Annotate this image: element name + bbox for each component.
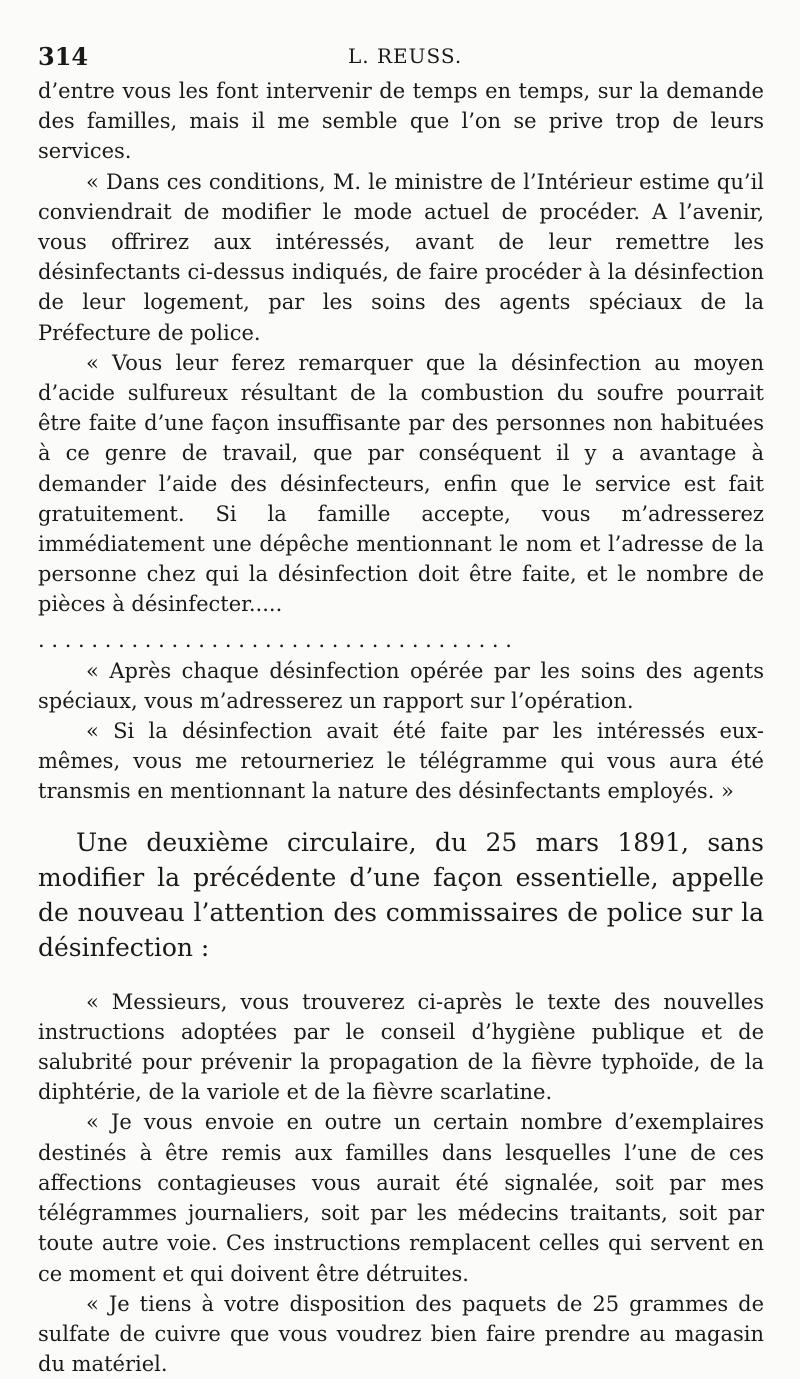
ellipsis-line: . . . . . . . . . . . . . . . . . . . . . . . . . . . . . . . . . . . . (38, 627, 512, 652)
paragraph: « Je tiens à votre disposition des paquets de 25 grammes de sulfate de cuivre que vous voudrez bien faire prendre au magasin du matériel. (38, 1291, 764, 1377)
paragraph: « Messieurs, vous trouverez ci-après le texte des nouvelles instructions adoptées par le conseil d’hygiène publique et de salubrité pour prévenir la propagation de la fièvre typhoïde, de la diphtérie, de la variole et de la fièvre scarlatine. (38, 989, 764, 1105)
paragraph: « Je vous envoie en outre un certain nombre d’exemplaires destinés à être remis aux familles dans lesquelles l’une de ces affections contagieuses vous aurait été signalée, soit par mes télégrammes journaliers, soit par les médecins traitants, soit par toute autre voie. Ces instructions remplacent celles qui servent en ce moment et qui doivent être détruites. (38, 1110, 764, 1286)
main-paragraph: Une deuxième circulaire, du 25 mars 1891, sans modifier la précédente d’une façon essentielle, appelle de nouveau l’attention des commissaires de police sur la désinfection : (38, 827, 764, 962)
quoted-circular-part-1 (38, 76, 764, 620)
page-number: 314 (38, 42, 89, 71)
paragraph: d’entre vous les font intervenir de temps en temps, sur la demande des familles, mais il me semble que l’on se prive trop de leurs services. (38, 79, 764, 164)
page-header (38, 34, 764, 76)
paragraph: « Si la désinfection avait été faite par les intéressés eux-mêmes, vous me retourneriez le télégramme qui vous aura été transmis en mentionnant la nature des désinfectants employés. » (38, 719, 764, 804)
second-circular-quote (38, 987, 764, 1379)
paragraph: « Vous leur ferez remarquer que la désinfection au moyen d’acide sulfureux résultant de la combustion du soufre pourrait être faite d’une façon insuffisante par des personnes non habituées à ce genre de travail, que par conséquent il y a avantage à demander l’aide des désinfecteurs, enfin que le service est fait gratuitement. Si la famille accepte, vous m’adresserez immédiatement une dépêche mentionnant le nom et l’adresse de la personne chez qui la désinfection doit être faite, et le nombre de pièces à désinfecter..... (38, 350, 764, 617)
paragraph: « Après chaque désinfection opérée par les soins des agents spéciaux, vous m’adresserez un rapport sur l’opération. (38, 658, 764, 713)
quoted-circular-part-2 (38, 656, 764, 807)
paragraph: « Dans ces conditions, M. le ministre de l’Intérieur estime qu’il conviendrait de modifier le mode actuel de procéder. A l’avenir, vous offrirez aux intéressés, avant de leur remettre les désinfectants ci-dessus indiqués, de faire procéder à la désinfection de leur logement, par les soins des agents spéciaux de la Préfecture de police. (38, 169, 764, 345)
main-text (38, 825, 764, 965)
running-head: L. REUSS. (348, 44, 463, 68)
